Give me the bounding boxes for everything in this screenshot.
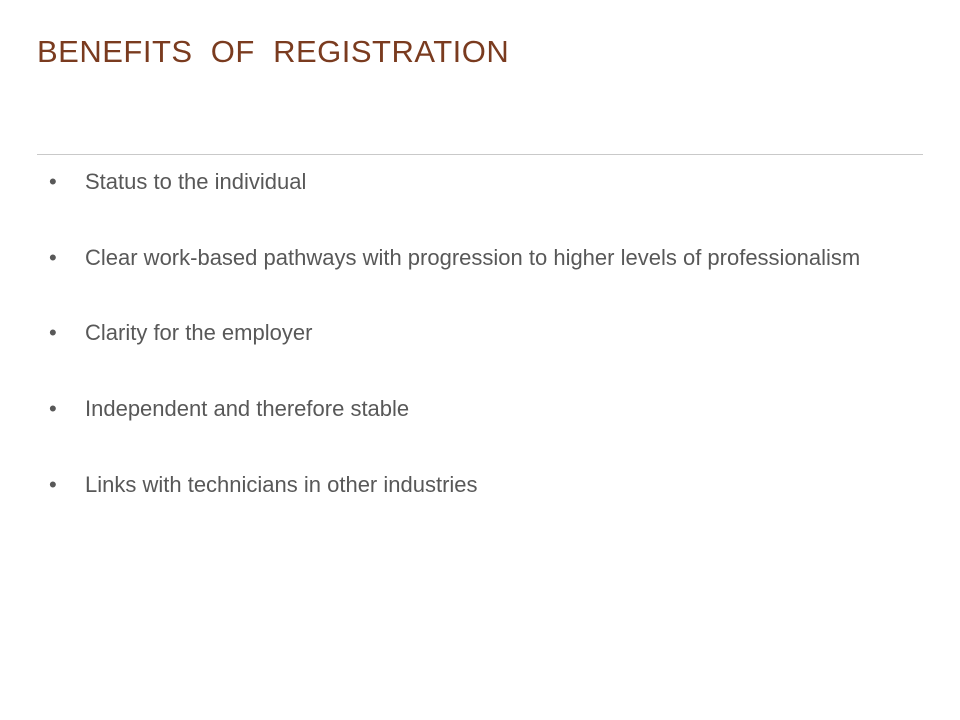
slide-title: BENEFITS OF REGISTRATION [37,34,510,69]
bullet-icon: • [49,320,57,345]
bullet-icon: • [49,169,57,194]
list-item [49,395,889,423]
list-item [49,319,889,347]
bullet-text: Clarity for the employer [85,320,313,345]
bullet-icon: • [49,245,57,270]
bullet-text: Status to the individual [85,169,307,194]
bullet-text: Independent and therefore stable [85,396,410,421]
list-item [49,168,889,196]
bullet-text: Links with technicians in other industries [85,472,478,497]
title-divider [37,154,923,155]
list-item [49,471,889,499]
bullet-list [49,168,889,547]
bullet-icon: • [49,472,57,497]
list-item [49,244,889,272]
bullet-icon: • [49,396,57,421]
bullet-text: Clear work-based pathways with progression to higher levels of professionalism [85,245,861,270]
